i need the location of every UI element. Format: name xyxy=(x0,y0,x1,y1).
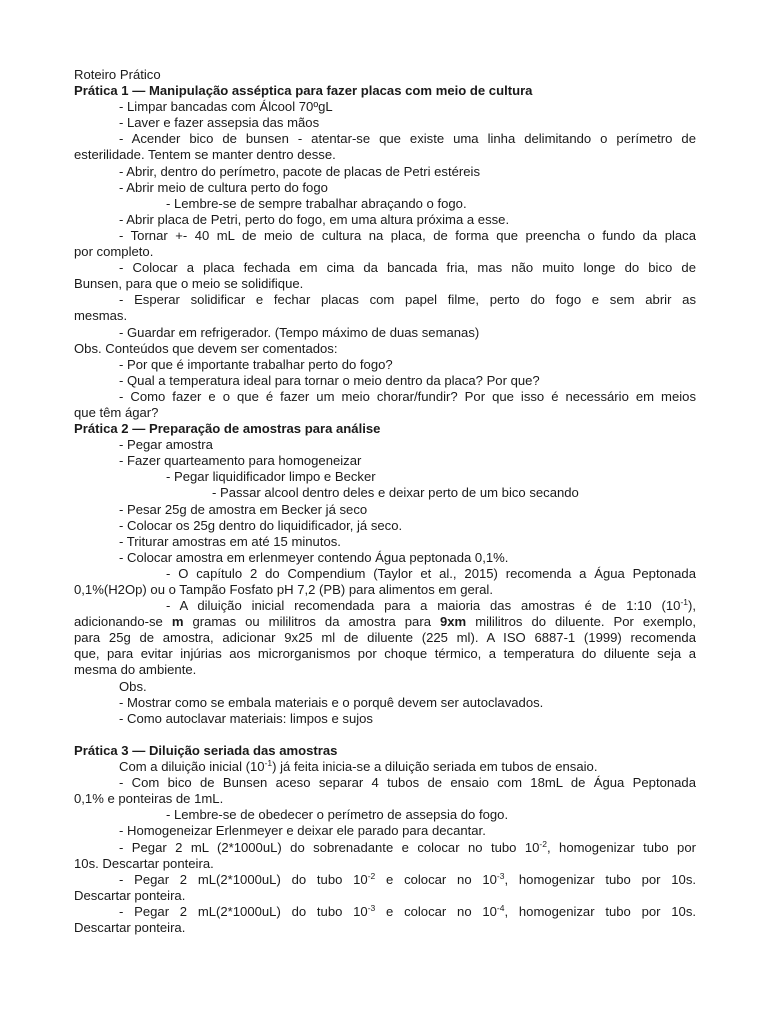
text-run: , homogenizar tubo por 10s. xyxy=(504,903,696,919)
text-run: - A diluição inicial recomendada para a maioria das amostras é de 1:10 (10 xyxy=(166,598,681,614)
sub-step-line-continuation: que, para evitar injúrias aos microrganismos por choque térmico, a temperatura do diluente seja a xyxy=(74,646,696,662)
question-line: - Por que é importante trabalhar perto do fogo? xyxy=(119,356,393,372)
step-line: - Homogeneizar Erlenmeyer e deixar ele parado para decantar. xyxy=(119,823,486,839)
step-line: - Esperar solidificar e fechar placas com papel filme, perto do fogo e sem abrir as xyxy=(119,292,696,308)
step-line-continuation: Descartar ponteira. xyxy=(74,887,186,903)
text-run: e colocar no 10 xyxy=(375,871,497,887)
step-line: - Guardar em refrigerador. (Tempo máximo de duas semanas) xyxy=(119,324,480,340)
step-line: - Tornar +- 40 mL de meio de cultura na placa, de forma que preencha o fundo da placa xyxy=(119,227,696,243)
step-line xyxy=(74,872,696,888)
superscript: -1 xyxy=(264,759,273,769)
document-title: Roteiro Prático xyxy=(74,67,161,82)
step-line xyxy=(74,904,696,920)
text-run: Com a diluição inicial (10 xyxy=(119,759,265,775)
superscript: -2 xyxy=(367,871,376,881)
step-line: - Abrir, dentro do perímetro, pacote de placas de Petri estéreis xyxy=(119,163,480,179)
sub-step-line xyxy=(74,598,696,614)
step-line-continuation: 10s. Descartar ponteira. xyxy=(74,855,214,871)
step-line: - Abrir placa de Petri, perto do fogo, em uma altura próxima a esse. xyxy=(119,211,510,227)
obs-line: Obs. xyxy=(119,678,147,694)
step-line-continuation: Descartar ponteira. xyxy=(74,919,186,935)
superscript: -2 xyxy=(539,839,547,849)
text-run: gramas ou mililitros da amostra para xyxy=(183,614,440,630)
text-run: ), xyxy=(688,598,696,614)
sub-step-line: - O capítulo 2 do Compendium (Taylor et al., 2015) recomenda a Água Peptonada xyxy=(166,565,696,581)
step-line: - Triturar amostras em até 15 minutos. xyxy=(119,533,341,549)
step-line: - Colocar amostra em erlenmeyer contendo Água peptonada 0,1%. xyxy=(119,549,509,565)
sub-step-line-continuation: 0,1%(H2Op) ou o Tampão Fosfato pH 7,2 (PB) para alimentos em geral. xyxy=(74,582,493,597)
step-line: - Colocar os 25g dentro do liquidificador, já seco. xyxy=(119,517,403,533)
text-run: - Pegar 2 mL(2*1000uL) do tubo 10 xyxy=(119,871,368,887)
step-line: - Pegar amostra xyxy=(119,437,213,453)
text-run: adicionando-se xyxy=(74,614,172,630)
question-line: - Qual a temperatura ideal para tornar o meio dentro da placa? Por que? xyxy=(119,372,540,388)
section-heading-pratica-2: Prática 2 — Preparação de amostras para análise xyxy=(74,421,381,437)
step-line: - Laver e fazer assepsia das mãos xyxy=(119,115,320,131)
text-run: , homogenizar tubo por 10s. xyxy=(504,871,696,887)
sub-step-line-continuation: para 25g de amostra, adicionar 9x25 ml de diluente (225 ml). A ISO 6887-1 (1999) recomenda xyxy=(74,630,696,646)
text-run: e colocar no 10 xyxy=(375,903,497,919)
step-line: - Acender bico de bunsen - atentar-se que existe uma linha delimitando o perímetro de xyxy=(119,131,696,147)
question-line-continuation: que têm ágar? xyxy=(74,404,159,420)
step-line-continuation: Bunsen, para que o meio se solidifique. xyxy=(74,276,304,292)
superscript: -3 xyxy=(367,903,376,913)
step-line xyxy=(74,840,696,856)
bold-term: 9xm xyxy=(439,614,467,630)
text-run: - Pegar 2 mL (2*1000uL) do sobrenadante e colocar no tubo 10 xyxy=(119,839,540,855)
text-run: ) já feita inicia-se a diluição seriada em tubos de ensaio. xyxy=(272,759,598,775)
sub-step-line: - Lembre-se de sempre trabalhar abraçando o fogo. xyxy=(166,195,467,211)
step-line-continuation: mesmas. xyxy=(74,308,128,324)
superscript: -1 xyxy=(680,598,688,608)
step-line: - Pesar 25g de amostra em Becker já seco xyxy=(119,501,368,517)
obs-item: - Mostrar como se embala materiais e o porquê devem ser autoclavados. xyxy=(119,694,544,710)
text-run: - Pegar 2 mL(2*1000uL) do tubo 10 xyxy=(119,903,368,919)
obs-line: Obs. Conteúdos que devem ser comentados: xyxy=(74,340,338,356)
sub-step-line: - Pegar liquidificador limpo e Becker xyxy=(166,469,376,485)
obs-item: - Como autoclavar materiais: limpos e sujos xyxy=(119,710,373,726)
text-run: , homogenizar tubo por xyxy=(546,839,696,855)
blank-line xyxy=(74,727,696,743)
step-line: - Com bico de Bunsen aceso separar 4 tubos de ensaio com 18mL de Água Peptonada xyxy=(119,775,696,791)
document-body xyxy=(74,67,696,936)
step-line: - Fazer quarteamento para homogeneizar xyxy=(119,453,362,469)
step-line: - Abrir meio de cultura perto do fogo xyxy=(119,179,328,195)
section-heading-pratica-1: Prática 1 — Manipulação asséptica para fazer placas com meio de cultura xyxy=(74,83,533,99)
step-line xyxy=(74,759,696,775)
step-line-continuation: esterilidade. Tentem se manter dentro desse. xyxy=(74,147,336,163)
sub-step-line-continuation: mesma do ambiente. xyxy=(74,662,197,678)
step-line-continuation: 0,1% e ponteiras de 1mL. xyxy=(74,791,224,807)
sub-step-line: - Lembre-se de obedecer o perímetro de assepsia do fogo. xyxy=(166,807,509,823)
sub-step-line-continuation xyxy=(74,614,696,630)
question-line: - Como fazer e o que é fazer um meio chorar/fundir? Por que isso é necessário em meios xyxy=(119,388,696,404)
text-run: mililitros do diluente. Por exemplo, xyxy=(466,614,696,630)
step-line: - Limpar bancadas com Álcool 70ºgL xyxy=(119,99,333,115)
superscript: -4 xyxy=(496,903,505,913)
step-line-continuation: por completo. xyxy=(74,244,154,260)
bold-term: m xyxy=(171,614,184,630)
sub-sub-step-line: - Passar alcool dentro deles e deixar perto de um bico secando xyxy=(212,485,579,501)
superscript: -3 xyxy=(496,871,505,881)
step-line: - Colocar a placa fechada em cima da bancada fria, mas não muito longe do bico de xyxy=(119,260,696,276)
section-heading-pratica-3: Prática 3 — Diluição seriada das amostras xyxy=(74,742,338,758)
